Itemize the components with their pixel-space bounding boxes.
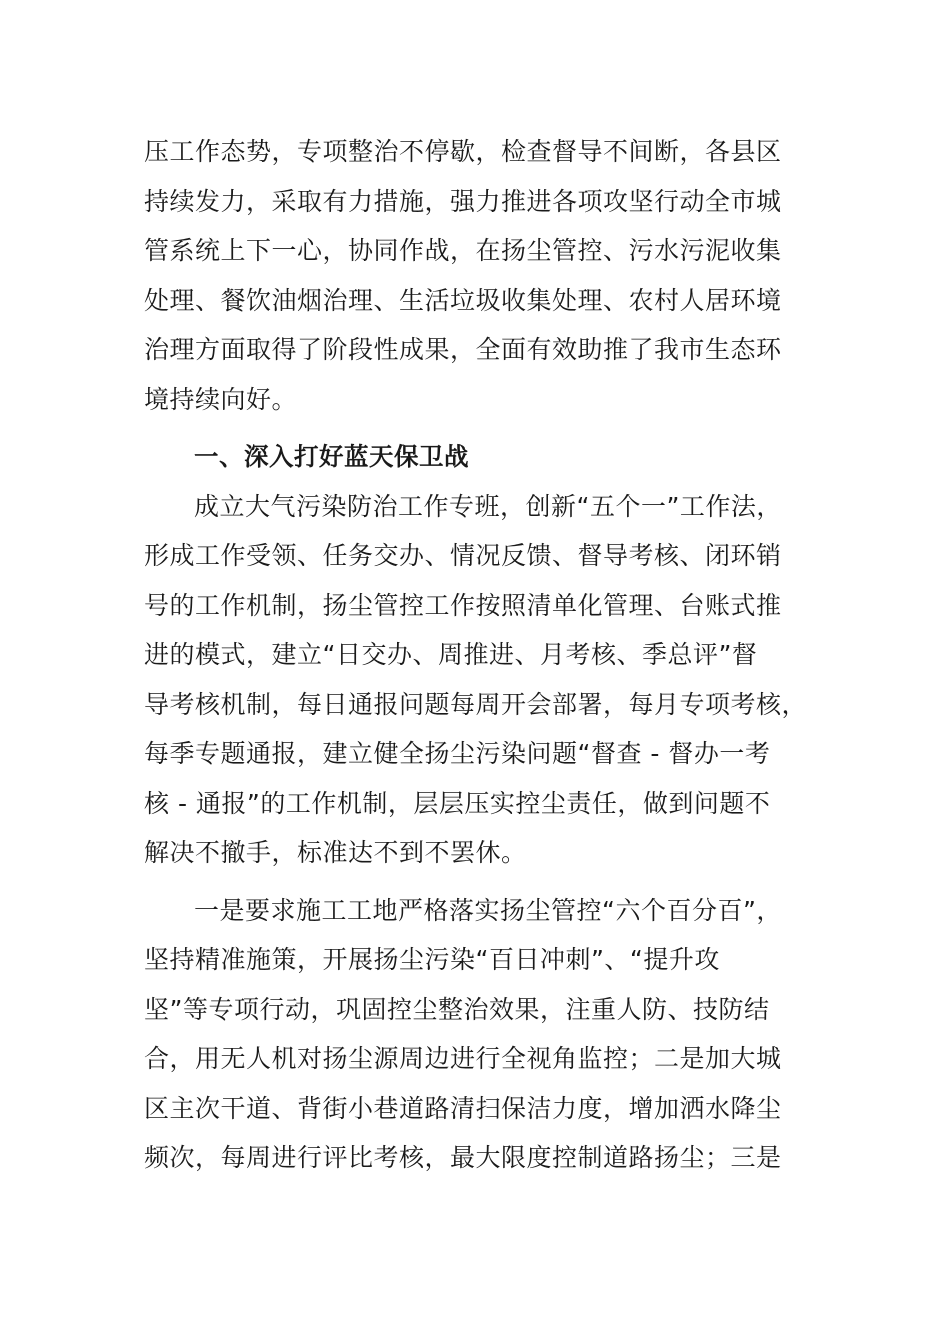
document-body	[144, 127, 806, 1183]
text-line: 频次，每周进行评比考核，最大限度控制道路扬尘；三是	[144, 1143, 782, 1172]
text-line: 一是要求施工工地严格落实扬尘管控“六个百分百”，	[194, 895, 782, 925]
text-line: 进的模式，建立“日交办、周推进、月考核、季总评”督	[144, 640, 758, 669]
text-line: 治理方面取得了阶段性成果，全面有效助推了我市生态环	[144, 335, 782, 364]
text-line: 持续发力，采取有力措施，强力推进各项攻坚行动全市城	[144, 186, 782, 216]
paragraph-working-mechanism	[144, 482, 806, 878]
section-heading-text: 一、深入打好蓝天保卫战	[194, 442, 469, 471]
text-line: 成立大气污染防治工作专班，创新“五个一”工作法，	[194, 491, 782, 521]
section-heading	[144, 432, 806, 482]
text-line: 压工作态势，专项整治不停歇，检查督导不间断，各县区	[144, 137, 782, 166]
text-line: 解决不撤手，标准达不到不罢休。	[144, 838, 527, 867]
text-line: 管系统上下一心，协同作战，在扬尘管控、污水污泥收集	[144, 236, 782, 265]
paragraph-intro-continuation	[144, 127, 806, 424]
text-line: 区主次干道、背街小巷道路清扫保洁力度，增加洒水降尘	[144, 1093, 782, 1123]
text-line: 核 - 通报”的工作机制，层层压实控尘责任，做到问题不	[144, 788, 771, 818]
text-line: 处理、餐饮油烟治理、生活垃圾收集处理、农村人居环境	[144, 285, 782, 315]
text-line: 坚持精准施策，开展扬尘污染“百日冲刺”、“提升攻	[144, 945, 720, 974]
text-line: 每季专题通报，建立健全扬尘污染问题“督查 - 督办一考	[144, 739, 771, 768]
text-line: 合，用无人机对扬尘源周边进行全视角监控；二是加大城	[144, 1044, 782, 1073]
paragraph-measures	[144, 886, 806, 1183]
text-line: 坚”等专项行动，巩固控尘整治效果，注重人防、技防结	[144, 994, 770, 1024]
text-line: 境持续向好。	[144, 384, 298, 414]
text-line: 导考核机制，每日通报问题每周开会部署，每月专项考核，	[144, 689, 808, 719]
text-line: 形成工作受领、任务交办、情况反馈、督导考核、闭环销	[144, 541, 782, 570]
text-line: 号的工作机制，扬尘管控工作按照清单化管理、台账式推	[144, 590, 782, 620]
